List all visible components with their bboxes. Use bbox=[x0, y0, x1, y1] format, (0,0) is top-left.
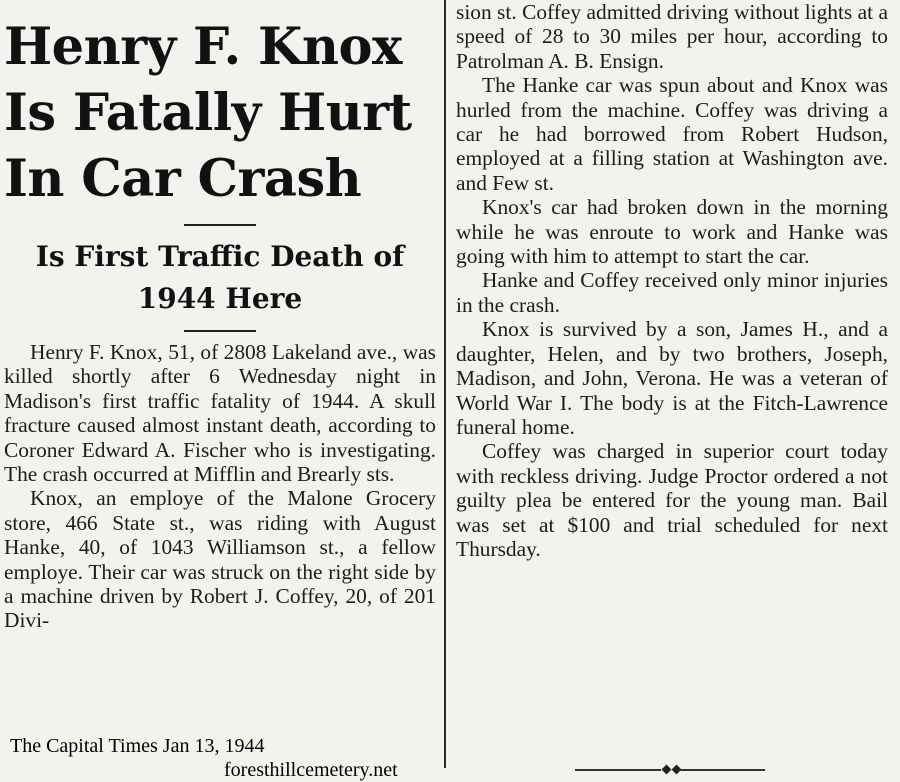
article-body-left bbox=[4, 340, 436, 633]
article-paragraph: Knox's car had broken down in the morning while he was enroute to work and Hanke was going with him to attempt to start the car. bbox=[456, 195, 888, 269]
headline bbox=[4, 14, 436, 212]
ornament-line-right bbox=[679, 769, 765, 771]
headline-line-3: In Car Crash bbox=[4, 149, 362, 209]
headline-line-2: Is Fatally Hurt bbox=[4, 83, 412, 143]
article-body-right bbox=[456, 0, 888, 561]
article-paragraph: Hanke and Coffey received only minor injuries in the crash. bbox=[456, 268, 888, 317]
article-paragraph: Coffey was charged in superior court today with reckless driving. Judge Proctor ordered a not guilty plea be entered for the young man. Bail was set at $100 and trial scheduled for next Thursday. bbox=[456, 439, 888, 561]
column-divider bbox=[444, 0, 446, 768]
website-caption: foresthillcemetery.net bbox=[224, 759, 398, 781]
subheadline-divider bbox=[184, 330, 256, 332]
subheadline-line-2: 1944 Here bbox=[137, 282, 303, 315]
article-continuation: sion st. Coffey admitted driving without lights at a speed of 28 to 30 miles per hour, according to Patrolman A. B. Ensign. bbox=[456, 0, 888, 73]
article-paragraph: The Hanke car was spun about and Knox was hurled from the machine. Coffey was driving a car he had borrowed from Robert Hudson, employed at a filling station at Washington ave. and Few st. bbox=[456, 73, 888, 195]
article-paragraph: Knox, an employe of the Malone Grocery store, 466 State st., was riding with August Hanke, 40, of 1043 Williamson st., a fellow employe. Their car was struck on the right side by a machine driven by Robert J. Coffey, 20, of 201 Divi- bbox=[4, 486, 436, 633]
right-column bbox=[452, 0, 892, 782]
end-of-article-ornament bbox=[575, 765, 765, 775]
article-paragraph: Henry F. Knox, 51, of 2808 Lakeland ave., was killed shortly after 6 Wednesday night in Madison's first traffic fatality of 1944. A skull fracture caused almost instant death, according to Coroner Edward A. Fischer who is investigating. The crash occurred at Mifflin and Brearly sts. bbox=[4, 340, 436, 487]
left-column bbox=[0, 0, 440, 740]
ornament-diamond bbox=[662, 765, 672, 775]
headline-divider bbox=[184, 224, 256, 226]
article-paragraph: Knox is survived by a son, James H., and a daughter, Helen, and by two brothers, Joseph, Madison, and John, Verona. He was a veteran of World War I. The body is at the Fitch-Lawrence funeral home. bbox=[456, 317, 888, 439]
headline-line-1: Henry F. Knox bbox=[4, 17, 402, 77]
subheadline bbox=[4, 236, 436, 320]
subheadline-line-1: Is First Traffic Death of bbox=[35, 240, 405, 273]
ornament-line-left bbox=[575, 769, 661, 771]
source-caption: The Capital Times Jan 13, 1944 bbox=[10, 735, 265, 757]
